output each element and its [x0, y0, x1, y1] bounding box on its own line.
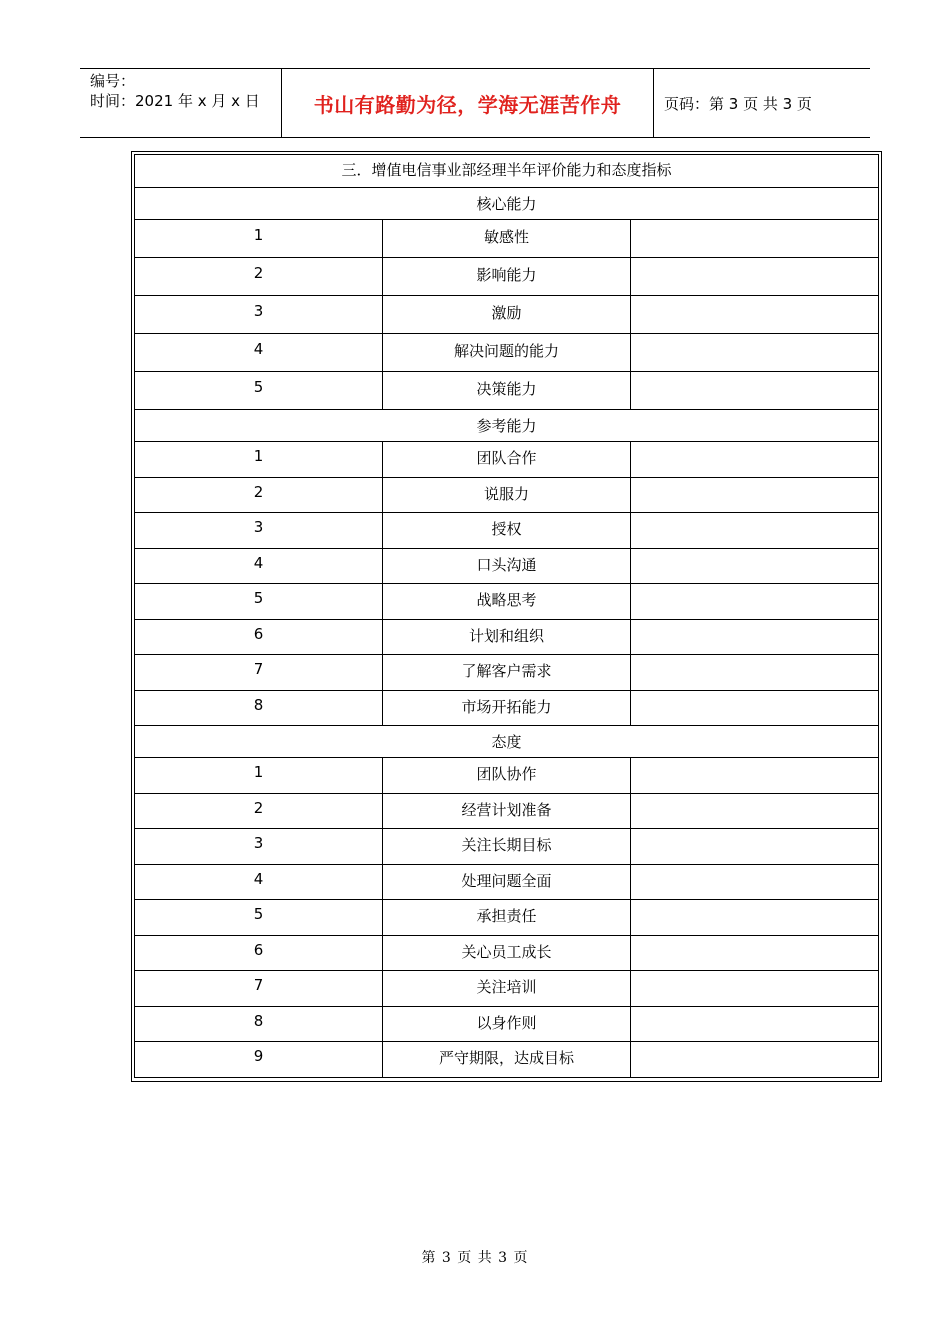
row-number: 2 [135, 258, 383, 296]
row-number: 8 [135, 690, 383, 726]
indicator-name: 战略思考 [383, 584, 631, 620]
indicator-name: 敏感性 [383, 220, 631, 258]
indicator-name: 关心员工成长 [383, 935, 631, 971]
table-row [135, 1042, 879, 1078]
indicator-name: 关注长期目标 [383, 829, 631, 865]
table-title: 三．增值电信事业部经理半年评价能力和态度指标 [135, 155, 879, 188]
table-row [135, 548, 879, 584]
header-page-cell [654, 69, 870, 137]
indicator-name: 处理问题全面 [383, 864, 631, 900]
header-page-number: 页码：第 3 页 共 3 页 [664, 94, 812, 113]
header-motto-cell [282, 69, 654, 137]
row-number: 7 [135, 655, 383, 691]
indicator-name: 团队协作 [383, 758, 631, 794]
table-row [135, 793, 879, 829]
table-row [135, 900, 879, 936]
table-row [135, 690, 879, 726]
row-number: 2 [135, 477, 383, 513]
row-number: 5 [135, 372, 383, 410]
score-cell[interactable] [631, 655, 879, 691]
table-row [135, 477, 879, 513]
score-cell[interactable] [631, 296, 879, 334]
indicator-name: 激励 [383, 296, 631, 334]
row-number: 4 [135, 334, 383, 372]
table-row [135, 655, 879, 691]
document-date-label: 时间：2021 年 x 月 x 日 [90, 92, 260, 110]
table-row [135, 829, 879, 865]
score-cell[interactable] [631, 1042, 879, 1078]
section-heading: 核心能力 [135, 188, 879, 220]
page-footer: 第 3 页 共 3 页 [421, 1250, 529, 1266]
row-number: 8 [135, 1006, 383, 1042]
table-row [135, 296, 879, 334]
table-title-row [135, 155, 879, 188]
row-number: 5 [135, 584, 383, 620]
row-number: 2 [135, 793, 383, 829]
evaluation-table [134, 154, 879, 1078]
indicator-name: 经营计划准备 [383, 793, 631, 829]
section-heading-row [135, 410, 879, 442]
score-cell[interactable] [631, 690, 879, 726]
table-row [135, 513, 879, 549]
score-cell[interactable] [631, 900, 879, 936]
row-number: 1 [135, 442, 383, 478]
score-cell[interactable] [631, 758, 879, 794]
row-number: 4 [135, 864, 383, 900]
header-motto: 书山有路勤为径，学海无涯苦作舟 [313, 92, 622, 117]
header-meta [80, 69, 282, 137]
indicator-name: 承担责任 [383, 900, 631, 936]
row-number: 1 [135, 220, 383, 258]
section-heading-row [135, 726, 879, 758]
score-cell[interactable] [631, 1006, 879, 1042]
score-cell[interactable] [631, 513, 879, 549]
section-heading-row [135, 188, 879, 220]
row-number: 5 [135, 900, 383, 936]
row-number: 6 [135, 619, 383, 655]
table-row [135, 258, 879, 296]
score-cell[interactable] [631, 220, 879, 258]
row-number: 7 [135, 971, 383, 1007]
row-number: 1 [135, 758, 383, 794]
score-cell[interactable] [631, 864, 879, 900]
score-cell[interactable] [631, 829, 879, 865]
indicator-name: 关注培训 [383, 971, 631, 1007]
table-row [135, 372, 879, 410]
row-number: 9 [135, 1042, 383, 1078]
evaluation-table-frame [131, 151, 882, 1082]
table-row [135, 619, 879, 655]
score-cell[interactable] [631, 935, 879, 971]
table-row [135, 334, 879, 372]
indicator-name: 口头沟通 [383, 548, 631, 584]
table-row [135, 442, 879, 478]
table-row [135, 971, 879, 1007]
indicator-name: 团队合作 [383, 442, 631, 478]
section-heading: 参考能力 [135, 410, 879, 442]
row-number: 6 [135, 935, 383, 971]
score-cell[interactable] [631, 584, 879, 620]
indicator-name: 说服力 [383, 477, 631, 513]
indicator-name: 了解客户需求 [383, 655, 631, 691]
score-cell[interactable] [631, 548, 879, 584]
row-number: 4 [135, 548, 383, 584]
page-header [80, 68, 870, 138]
row-number: 3 [135, 296, 383, 334]
table-row [135, 584, 879, 620]
indicator-name: 严守期限，达成目标 [383, 1042, 631, 1078]
section-heading: 态度 [135, 726, 879, 758]
indicator-name: 决策能力 [383, 372, 631, 410]
score-cell[interactable] [631, 258, 879, 296]
score-cell[interactable] [631, 793, 879, 829]
indicator-name: 计划和组织 [383, 619, 631, 655]
row-number: 3 [135, 513, 383, 549]
table-row [135, 758, 879, 794]
score-cell[interactable] [631, 334, 879, 372]
indicator-name: 以身作则 [383, 1006, 631, 1042]
table-row [135, 864, 879, 900]
indicator-name: 解决问题的能力 [383, 334, 631, 372]
row-number: 3 [135, 829, 383, 865]
score-cell[interactable] [631, 372, 879, 410]
indicator-name: 授权 [383, 513, 631, 549]
score-cell[interactable] [631, 971, 879, 1007]
table-row [135, 1006, 879, 1042]
score-cell[interactable] [631, 442, 879, 478]
indicator-name: 影响能力 [383, 258, 631, 296]
score-cell[interactable] [631, 619, 879, 655]
table-row [135, 935, 879, 971]
score-cell[interactable] [631, 477, 879, 513]
indicator-name: 市场开拓能力 [383, 690, 631, 726]
table-row [135, 220, 879, 258]
document-number-label: 编号： [90, 72, 136, 90]
